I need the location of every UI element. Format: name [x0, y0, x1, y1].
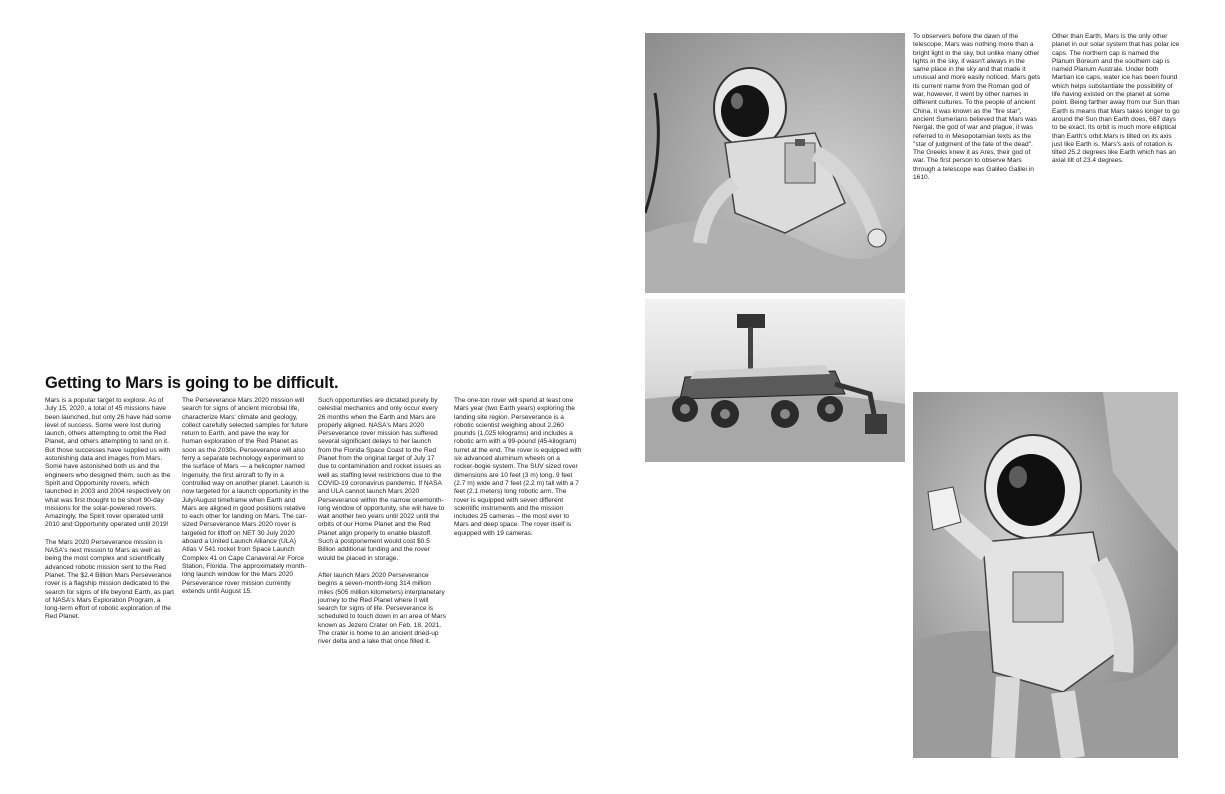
text-column-4 — [454, 397, 582, 547]
astronaut-moon-icon — [913, 392, 1178, 758]
photo-moonwalk — [913, 392, 1178, 758]
paragraph: After launch Mars 2020 Perseverance begins a seven-month-long 314 million miles (505 million kilometers) interplanetary journey to the Red Planet where it will search for signs of life. Perseverance is scheduled to touch down in an area of Mars known as Jezero Crater on Feb. 18, 2021. The crater is home to an ancient dried-up river delta and a lake that once filled it. — [318, 571, 446, 646]
paragraph: Mars is a popular target to explore. As of July 15, 2020, a total of 45 missions have been launched, but only 26 have had some level of success. Some were lost during launch, others attempting to orbit the Red Planet, and others attempting to land on it. But those successes have supplied us with astonishing data and images from Mars. Some have astonished both us and the engineers who designed them, such as the Spirit and Opportunity rovers, which launched in 2003 and 2004 respectively on what was first thought to be short 90-day missions for the solar-powered rovers. Amazingly, the Spirit rover operated until 2010 and Opportunity operated until 2019! — [45, 397, 172, 529]
paragraph: To observers before the dawn of the telescope, Mars was nothing more than a bright light in the sky, but unlike many other lights in the sky, it wasn't always in the same place in the sky and that made it unusual and more easily noticed. Mars gets its current name from the Roman god of war, however, it went by other names in different cultures. To the people of ancient China, it was known as the "fire star", ancient Sumerians believed that Mars was Nergal, the god of war and plague, it was referred to in Mesopotamian texts as the "star of judgment of the fate of the dead". The Greeks knew it as Ares, their god of war. The first person to observe Mars through a telescope was Galileo Galilei in 1610. — [913, 33, 1041, 182]
text-column-1 — [45, 397, 175, 631]
text-column-6 — [1052, 33, 1180, 175]
astronaut-spacewalk-icon — [645, 33, 905, 293]
paragraph: The Mars 2020 Perseverance mission is NASA's next mission to Mars as well as being the most complex and scientifically advanced robotic mission sent to the Red Planet. The $2.4 Billion Mars Perseverance rover is a flagship mission dedicated to the search for signs of life beyond Earth, as part of NASA's Mars Exploration Program, a long-term effort of robotic exploration of the Red Planet. — [45, 538, 175, 621]
paragraph: The one-ton rover will spend at least one Mars year (two Earth years) exploring the landing site region. Perseverance is a robotic scientist weighing about 2,260 pounds (1,025 kilograms) and includes a robotic arm with a 99-pound (45-kilogram) turret at the end. The rover is equipped with six advanced aluminum wheels on a rocker-bogie system. The SUV sized rover dimensions are 10 feet (3 m) long, 9 feet (2.7 m) wide and 7 feet (2.2 m) tall with a 7 feet (2.1 meters) long robotic arm. The rover is equipped with seven different scientific instruments and the mission includes 25 cameras – the most ever to Mars and deep space. The rover itself is equipped with 19 cameras. — [454, 397, 582, 537]
photo-rover — [645, 299, 905, 462]
paragraph: Other than Earth, Mars is the only other planet in our solar system that has polar ice caps. The northern cap is named the Planum Boreum and the southern cap is named Planum Australe. Under both Martian ice caps, water ice has been found which helps substantiate the possibility of life having existed on the planet at some point. Being farther away from our Sun than Earth is means that Mars takes longer to go around the Sun than Earth does, 687 days to be exact. Its orbit is much more elliptical than Earth's orbit.Mars is tilted on its axis just like Earth is. Mars's axis of rotation is tilted 25.2 degrees like Earth which has an axial tilt of 23.4 degrees. — [1052, 33, 1180, 165]
text-column-3 — [318, 397, 446, 656]
paragraph: The Perseverance Mars 2020 mission will search for signs of ancient microbial life, characterize Mars' climate and geology, collect carefully selected samples for future return to Earth, and pave the way for human exploration of the Red Planet as soon as the 2030s. Perseverance will also ferry a separate technology experiment to the surface of Mars — a helicopter named Ingenuity, the first aircraft to fly in a controlled way on another planet. Launch is now targeted for a launch opportunity in the July/August timeframe when Earth and Mars are aligned in good positions relative to each other for landing on Mars. The car-sized Perseverance Mars 2020 rover is targeted for liftoff on NET 30 July 2020 aboard a United Launch Alliance (ULA) Atlas V 541 rocket from Space Launch Complex 41 on Cape Canaveral Air Force Station, Florida. The approximately month-long launch window for the Mars 2020 Perseverance rover mission currently extends until August 15. — [182, 397, 310, 595]
article-headline: Getting to Mars is going to be difficult. — [45, 374, 339, 392]
mars-rover-icon — [645, 299, 905, 462]
paragraph: Such opportunities are dictated purely by celestial mechanics and only occur every 26 months when the Earth and Mars are properly aligned. NASA's Mars 2020 Perseverance rover mission has suffered several significant delays to her launch from the Florida Space Coast to the Red Planet from the original target of July 17 due to contamination and rocket issues as well as staffing level restrictions due to the COVID-19 coronavirus pandemic. If NASA and ULA cannot launch Mars 2020 Perseverance within the narrow onemonth-long window of opportunity, she will have to wait another two years until 2022 until the orbits of our Home Planet and the Red Planet align properly to enable blastoff. Such a postponement would cost $0.5 Billion additional funding and the rover would be placed in storage. — [318, 397, 445, 562]
text-column-5 — [913, 33, 1041, 191]
text-column-2 — [182, 397, 310, 605]
photo-spacewalk — [645, 33, 905, 293]
